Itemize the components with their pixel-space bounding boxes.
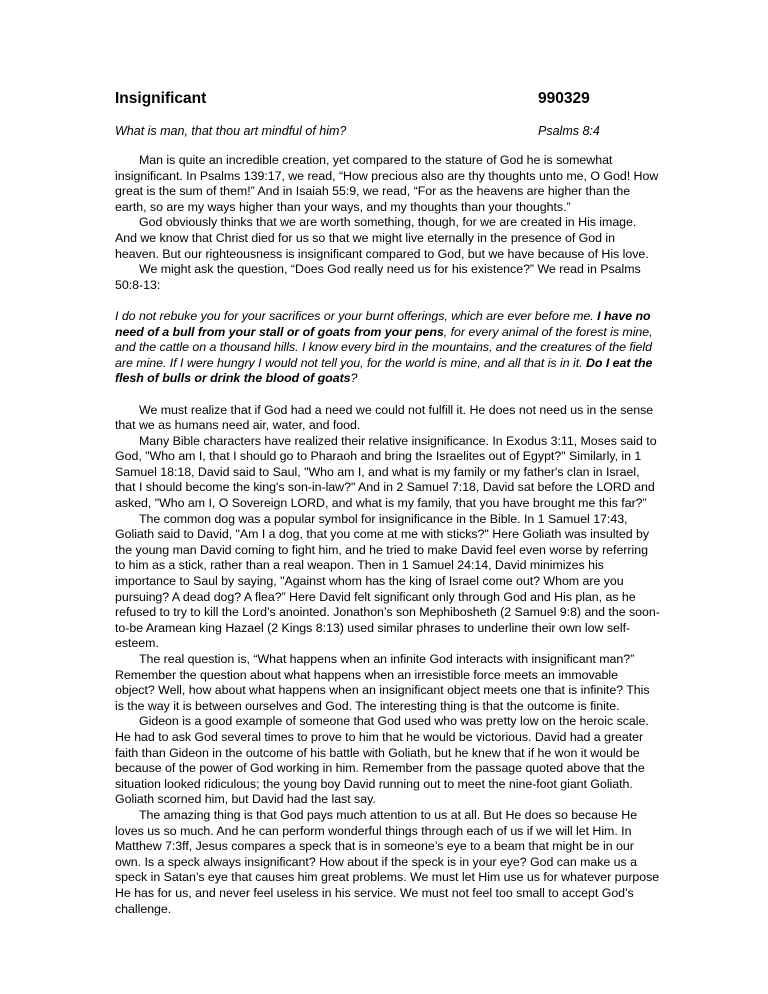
paragraph: God obviously thinks that we are worth something, though, for we are created in His image. And we know that Christ died for us so that we might live eternally in the presence of God in heaven. But our righteousness is insignificant compared to God, but we have because of His love. <box>115 215 649 261</box>
paragraph: We might ask the question, “Does God really need us for his existence?” We read in Psalms 50:8-13: <box>115 262 641 292</box>
quote-text: ? <box>350 371 358 386</box>
paragraph: The amazing thing is that God pays much attention to us at all. But He does so because He loves us so much. And he can perform wonderful things through each of us if we will let Him. In Matthew 7:3ff, Jesus compares a speck that is in someone’s eye to a beam that might be in our own. Is a speck always insignificant? How about if the speck is in your eye? God can make us a speck in Satan’s eye that causes him great problems. We must let Him use us for whatever purpose He has for us, and never feel useless in his service. We must not feel too small to accept God’s challenge. <box>115 807 660 916</box>
paragraph: Many Bible characters have realized their relative insignificance. In Exodus 3:11, Moses said to God, "Who am I, that I should go to Pharaoh and bring the Israelites out of Egypt?" Similarly, in 1 Samuel 18:18, David said to Saul, "Who am I, and what is my family or my father's clan in Israel, that I should become the king's son-in-law?" And in 2 Samuel 7:18, David sat before the LORD and asked, "Who am I, O Sovereign LORD, and what is my family, that you have brought me this far?” <box>115 433 657 511</box>
document-title: Insignificant <box>115 90 207 107</box>
quote-emphasis: I have no need of a bull from your stall or of goats from your pens <box>115 308 651 339</box>
paragraph: Man is quite an incredible creation, yet compared to the stature of God he is somewhat insignificant. In Psalms 139:17, we read, “How precious also are thy thoughts unto me, O God! How great is the sum of them!” And in Isaiah 55:9, we read, “For as the heavens are higher than the earth, so are my ways higher than your ways, and my thoughts than your thoughts.” <box>115 153 659 214</box>
document-number: 990329 <box>538 90 590 107</box>
epigraph-verse: What is man, that thou art mindful of him? <box>115 124 347 138</box>
scripture-quote <box>115 309 660 387</box>
quote-text: , for every animal of the forest is mine, and the cattle on a thousand hills. I know every bird in the mountains, and the creatures of the field are mine. If I were hungry I would not tell you, for the world is mine, and all that is in it. <box>115 324 653 370</box>
paragraph: We must realize that if God had a need we could not fulfill it. He does not need us in the sense that we as humans need air, water, and food. <box>115 402 654 433</box>
quote-emphasis: Do I eat the flesh of bulls or drink the blood of goats <box>115 355 653 386</box>
paragraph: The real question is, “What happens when an infinite God interacts with insignificant man?” Remember the question about what happens when an irresistible force meets an immovable object? Well, how about what happens when an insignificant object meets one that is infinite? This is the way it is between ourselves and God. The interesting thing is that the outcome is finite. <box>115 652 650 713</box>
quote-text: I do not rebuke you for your sacrifices or your burnt offerings, which are ever before me. <box>115 308 598 323</box>
paragraph: The common dog was a popular symbol for insignificance in the Bible. In 1 Samuel 17:43, Goliath said to David, "Am I a dog, that you come at me with sticks?" Here Goliath was insulted by the young man David coming to fight him, and he tried to make David feel even worse by referring to him as a stick, rather than a real weapon. Then in 1 Samuel 24:14, David minimizes his importance to Saul by saying, "Against whom has the king of Israel come out? Whom are you pursuing? A dead dog? A flea?” Here David felt significant only through God and His plan, as he refused to try to kill the Lord’s anointed. Jonathon’s son Mephibosheth (2 Samuel 9:8) and the soon-to-be Aramean king Hazael (2 Kings 8:13) used similar phrases to underline their own low self-esteem. <box>115 511 660 651</box>
document-header <box>115 90 651 110</box>
paragraph: Gideon is a good example of someone that God used who was pretty low on the heroic scale. He had to ask God several times to prove to him that he would be victorious. David had a greater faith than Gideon in the outcome of his battle with Goliath, but he knew that if he won it would be because of the power of God working in him. Remember from the passage quoted above that the situation looked ridiculous; the young boy David running out to meet the nine-foot giant Goliath. Goliath scorned him, but David had the last say. <box>115 714 649 807</box>
epigraph-reference: Psalms 8:4 <box>538 124 600 138</box>
epigraph <box>115 124 651 140</box>
document-body <box>115 153 660 917</box>
